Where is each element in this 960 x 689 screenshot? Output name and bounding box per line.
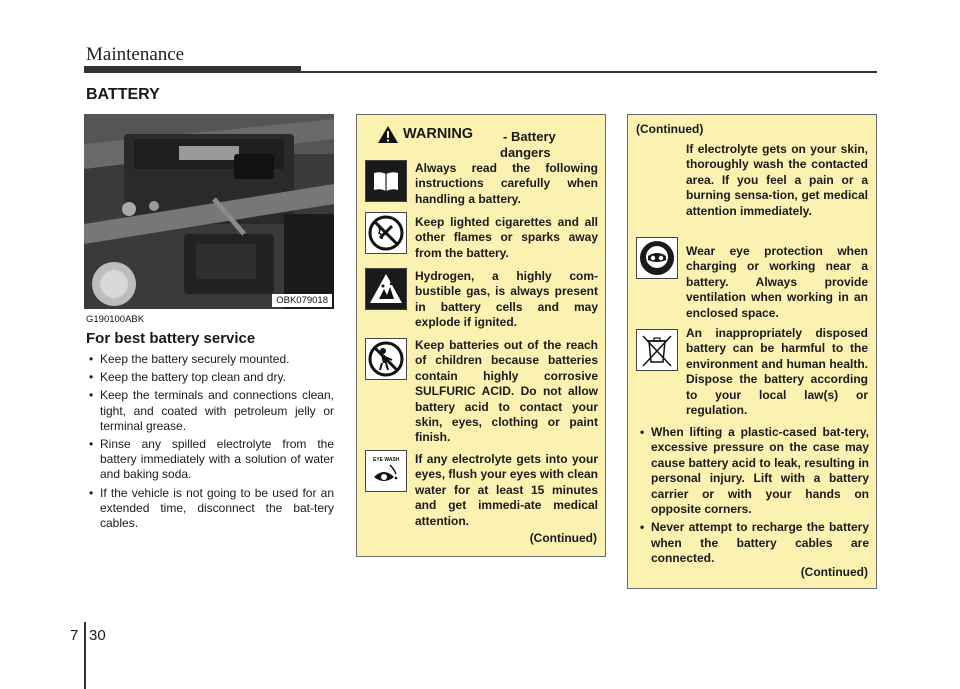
explosive-hazard-icon — [365, 268, 407, 310]
photo-code: OBK079018 — [272, 294, 332, 307]
eye-wash-icon — [365, 450, 407, 492]
list-item: • Never attempt to recharge the battery when the battery cables are connected. — [638, 520, 869, 566]
warning-header — [367, 125, 597, 165]
page-number: 30 — [89, 627, 106, 644]
service-list — [86, 352, 334, 534]
svg-text:EYE WASH: EYE WASH — [373, 457, 400, 463]
list-item: • Keep the battery top clean and dry. — [86, 370, 334, 385]
warning-text-4: Keep batteries out of the reach of children because batteries contain highly corrosive SULFURIC ACID. Do not allow battery acid to contact your skin, eyes, clothing or paint finish. — [415, 338, 598, 445]
list-item: • Keep the terminals and connections clean, tight, and coated with petroleum jelly or terminal grease. — [86, 388, 334, 434]
header-bar — [84, 66, 301, 73]
section-title: BATTERY — [86, 86, 160, 103]
list-item: • If the vehicle is not going to be used for an extended time, disconnect the bat-tery cables. — [86, 486, 334, 532]
keep-away-children-icon — [365, 338, 407, 380]
warning-triangle-icon — [377, 125, 399, 144]
list-item: • When lifting a plastic-cased bat-tery, excessive pressure on the case may cause battery acid to leak, resulting in personal injury. Lift with a battery carrier or with your hands on opposite corners. — [638, 425, 869, 517]
continued-label: (Continued) — [529, 531, 597, 545]
crossed-bin-icon — [636, 329, 678, 371]
chapter-number: 7 — [70, 627, 79, 644]
warning-panel — [356, 114, 606, 557]
warning-text-2: Keep lighted cigarettes and all other flames or sparks away from the battery. — [415, 215, 598, 260]
header-title: Maintenance — [86, 44, 185, 65]
warning-word: WARNING — [403, 126, 474, 142]
warning-bullet-list — [638, 425, 869, 570]
manual-book-icon — [365, 160, 407, 202]
document-code: G190100ABK — [86, 314, 145, 325]
continued-label: (Continued) — [636, 122, 704, 136]
list-item: • Keep the battery securely mounted. — [86, 352, 334, 367]
warning-text-5: If any electrolyte gets into your eyes, flush your eyes with clean water for at least 15 minutes and get immedi-ate medical attention. — [415, 452, 598, 528]
eye-protection-icon — [636, 237, 678, 279]
warning-subtitle-2: dangers — [500, 145, 551, 160]
continued-label: (Continued) — [800, 565, 868, 579]
warning-text-8: An inappropriately disposed battery can be harmful to the environment and human health. Dispose the battery according to your local law(s) or regulation. — [686, 326, 868, 418]
header-rule — [301, 71, 877, 73]
warning-continued-panel — [627, 114, 877, 589]
service-title: For best battery service — [86, 330, 256, 347]
footer-rule — [84, 622, 86, 689]
battery-photo-illustration — [84, 114, 334, 309]
warning-subtitle: - Battery — [503, 129, 556, 144]
engine-bay-photo — [84, 114, 334, 309]
no-smoking-icon — [365, 212, 407, 254]
list-item: • Rinse any spilled electrolyte from the battery immediately with a solution of water and baking soda. — [86, 437, 334, 483]
warning-text-1: Always read the following instructions carefully when handling a battery. — [415, 161, 598, 206]
warning-text-3: Hydrogen, a highly com-bustible gas, is always present in battery cells and may explode if ignited. — [415, 269, 598, 330]
warning-text-7: Wear eye protection when charging or working near a battery. Always provide ventilation when working in an enclosed space. — [686, 244, 868, 320]
warning-text-6: If electrolyte gets on your skin, thoroughly wash the contacted area. If you feel a pain or a burning sensa-tion, get medical attention immediately. — [686, 142, 868, 218]
